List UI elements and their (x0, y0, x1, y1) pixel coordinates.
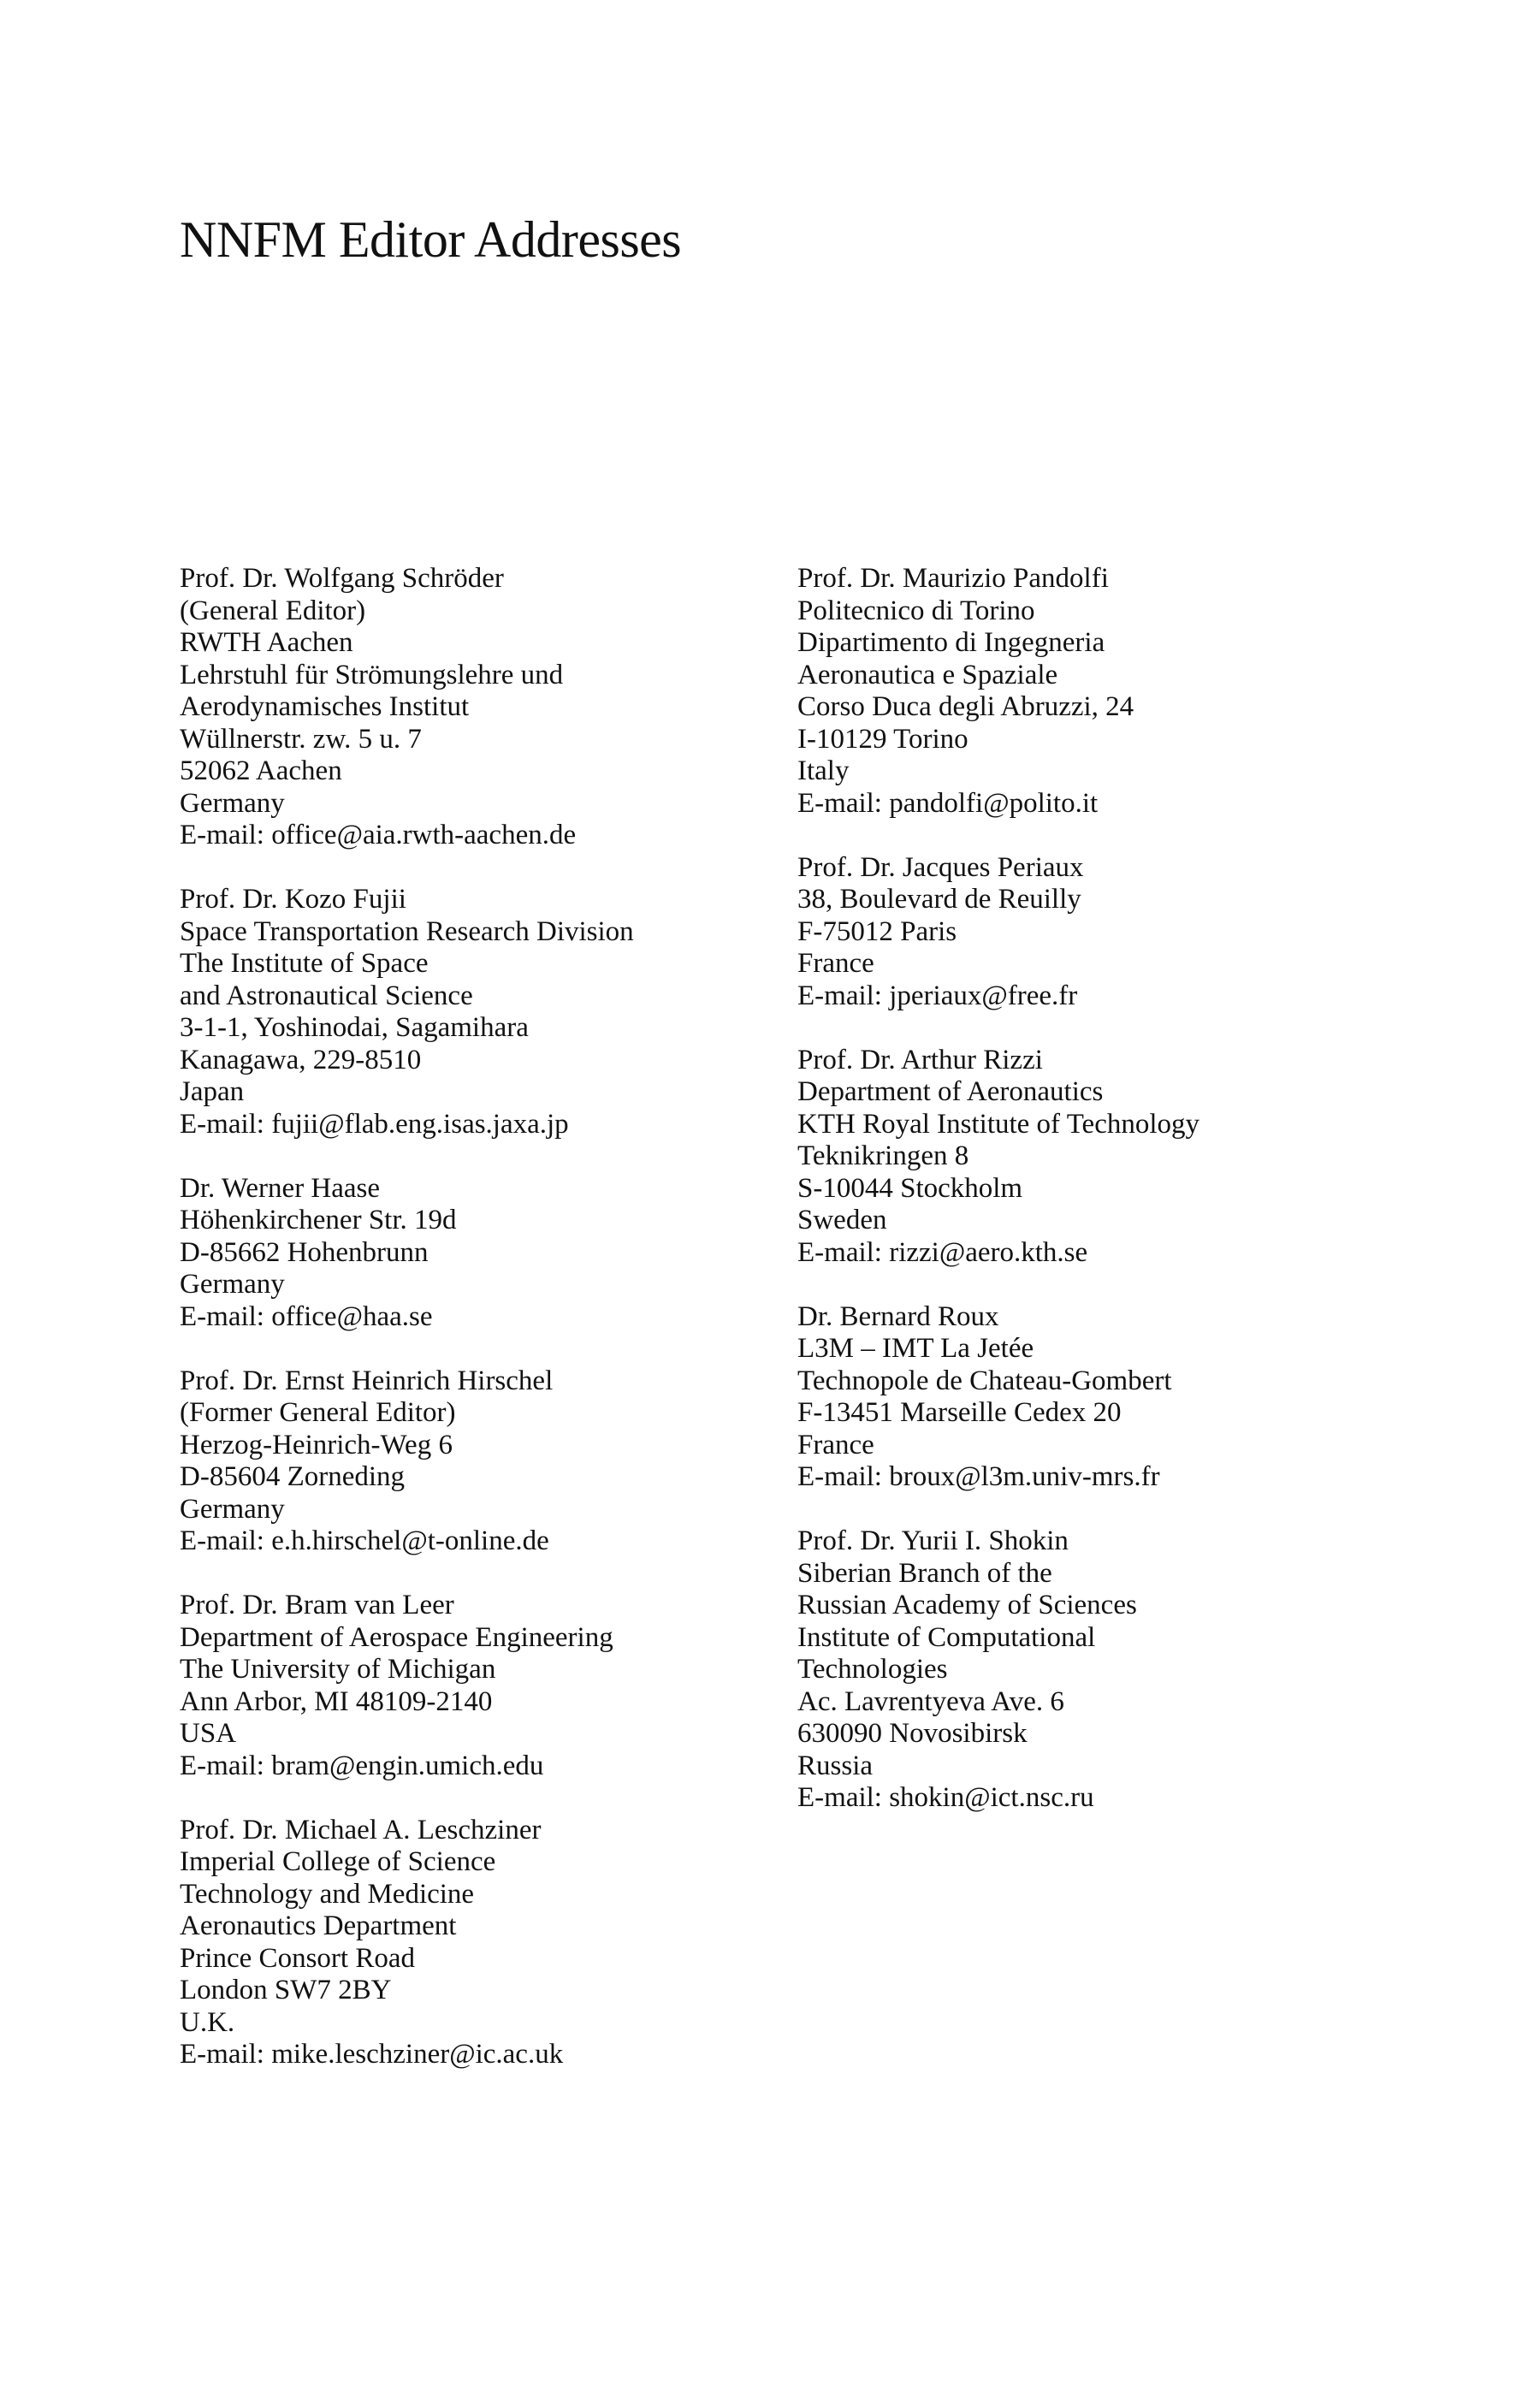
address-line: The Institute of Space (180, 948, 429, 979)
editor-name: Prof. Dr. Michael A. Leschziner (180, 1814, 542, 1845)
address-entry (797, 1045, 1448, 1270)
address-line: Department of Aerospace Engineering (180, 1621, 613, 1653)
address-entry (180, 1590, 779, 1782)
address-line: Russian Academy of Sciences (797, 1590, 1137, 1620)
address-entry (797, 1525, 1448, 1815)
address-line: Prince Consort Road (180, 1942, 415, 1974)
address-line: Lehrstuhl für Strömungslehre und (180, 659, 564, 690)
address-line: USA (180, 1718, 237, 1749)
editor-email: E-mail: jperiaux@free.fr (797, 980, 1078, 1011)
address-line: F-13451 Marseille Cedex 20 (797, 1397, 1122, 1428)
address-line: Germany (180, 1493, 285, 1525)
editor-name: Dr. Bernard Roux (797, 1300, 999, 1332)
editor-email: E-mail: e.h.hirschel@t-online.de (180, 1525, 549, 1556)
address-line: Department of Aeronautics (797, 1076, 1104, 1107)
address-line: and Astronautical Science (180, 980, 473, 1011)
address-line: L3M – IMT La Jetée (797, 1333, 1034, 1364)
address-column-left (180, 563, 779, 2103)
editor-name: Prof. Dr. Jacques Periaux (797, 851, 1084, 883)
address-line: France (797, 948, 874, 979)
address-entry (180, 1173, 779, 1334)
editor-name: Prof. Dr. Arthur Rizzi (797, 1044, 1043, 1075)
address-line: Institute of Computational (797, 1621, 1096, 1653)
address-line: London SW7 2BY (180, 1975, 392, 2005)
address-line: Sweden (797, 1205, 887, 1235)
address-line: F-75012 Paris (797, 915, 957, 947)
address-line: (Former General Editor) (180, 1397, 456, 1428)
address-entry (180, 1815, 779, 2071)
address-line: RWTH Aachen (180, 627, 353, 658)
editor-email: E-mail: fujii@flab.eng.isas.jaxa.jp (180, 1108, 569, 1140)
address-line: 52062 Aachen (180, 755, 342, 786)
address-line: Ann Arbor, MI 48109-2140 (180, 1685, 493, 1717)
editor-name: Prof. Dr. Yurii I. Shokin (797, 1525, 1069, 1556)
address-line: 3-1-1, Yoshinodai, Sagamihara (180, 1012, 529, 1043)
editor-email: E-mail: bram@engin.umich.edu (180, 1750, 544, 1781)
address-line: Ac. Lavrentyeva Ave. 6 (797, 1685, 1064, 1717)
address-entry (797, 563, 1448, 820)
address-line: Japan (180, 1076, 245, 1107)
address-line: France (797, 1429, 874, 1460)
editor-name: Dr. Werner Haase (180, 1172, 381, 1204)
editor-email: E-mail: rizzi@aero.kth.se (797, 1236, 1088, 1268)
page-title: NNFM Editor Addresses (180, 211, 682, 268)
editor-email: E-mail: mike.leschziner@ic.ac.uk (180, 2039, 564, 2070)
address-line: S-10044 Stockholm (797, 1172, 1023, 1204)
address-line: D-85604 Zorneding (180, 1461, 406, 1492)
address-line: Technopole de Chateau-Gombert (797, 1365, 1172, 1396)
editor-email: E-mail: office@aia.rwth-aachen.de (180, 820, 577, 850)
address-entry (797, 1301, 1448, 1494)
address-line: Imperial College of Science (180, 1846, 496, 1877)
address-line: Germany (180, 787, 285, 819)
editor-email: E-mail: office@haa.se (180, 1300, 433, 1332)
address-line: Dipartimento di Ingegneria (797, 627, 1105, 658)
address-line: Italy (797, 755, 850, 786)
address-line: Space Transportation Research Division (180, 915, 634, 947)
address-line: Corso Duca degli Abruzzi, 24 (797, 691, 1134, 722)
address-line: D-85662 Hohenbrunn (180, 1236, 429, 1268)
address-line: Technology and Medicine (180, 1878, 475, 1910)
address-line: Aerodynamisches Institut (180, 691, 470, 722)
address-line: Technologies (797, 1654, 948, 1685)
address-line: Aeronautics Department (180, 1910, 457, 1941)
address-line: Politecnico di Torino (797, 595, 1035, 626)
address-line: The University of Michigan (180, 1654, 496, 1685)
address-entry (180, 884, 779, 1140)
address-line: U.K. (180, 2006, 235, 2038)
address-entry (180, 1365, 779, 1558)
address-line: (General Editor) (180, 595, 366, 626)
address-line: Siberian Branch of the (797, 1557, 1052, 1589)
editor-name: Prof. Dr. Ernst Heinrich Hirschel (180, 1365, 554, 1396)
address-column-right (797, 563, 1448, 1846)
editor-email: E-mail: pandolfi@polito.it (797, 787, 1099, 819)
address-line: Höhenkirchener Str. 19d (180, 1205, 457, 1235)
editor-name: Prof. Dr. Kozo Fujii (180, 884, 406, 915)
address-line: Herzog-Heinrich-Weg 6 (180, 1429, 453, 1460)
address-line: KTH Royal Institute of Technology (797, 1108, 1200, 1140)
address-line: Russia (797, 1750, 874, 1781)
address-line: Wüllnerstr. zw. 5 u. 7 (180, 723, 422, 755)
editor-email: E-mail: broux@l3m.univ-mrs.fr (797, 1461, 1160, 1492)
editor-name: Prof. Dr. Bram van Leer (180, 1590, 454, 1620)
editor-name: Prof. Dr. Maurizio Pandolfi (797, 563, 1109, 594)
address-line: Aeronautica e Spaziale (797, 659, 1058, 690)
address-line: Kanagawa, 229-8510 (180, 1044, 422, 1075)
address-line: Teknikringen 8 (797, 1140, 969, 1171)
editor-name: Prof. Dr. Wolfgang Schröder (180, 563, 504, 594)
address-line: I-10129 Torino (797, 723, 968, 755)
editor-email: E-mail: shokin@ict.nsc.ru (797, 1782, 1094, 1813)
address-entry (180, 563, 779, 852)
address-entry (797, 852, 1448, 1013)
address-line: 630090 Novosibirsk (797, 1718, 1028, 1749)
address-line: Germany (180, 1269, 285, 1300)
address-line: 38, Boulevard de Reuilly (797, 884, 1081, 915)
